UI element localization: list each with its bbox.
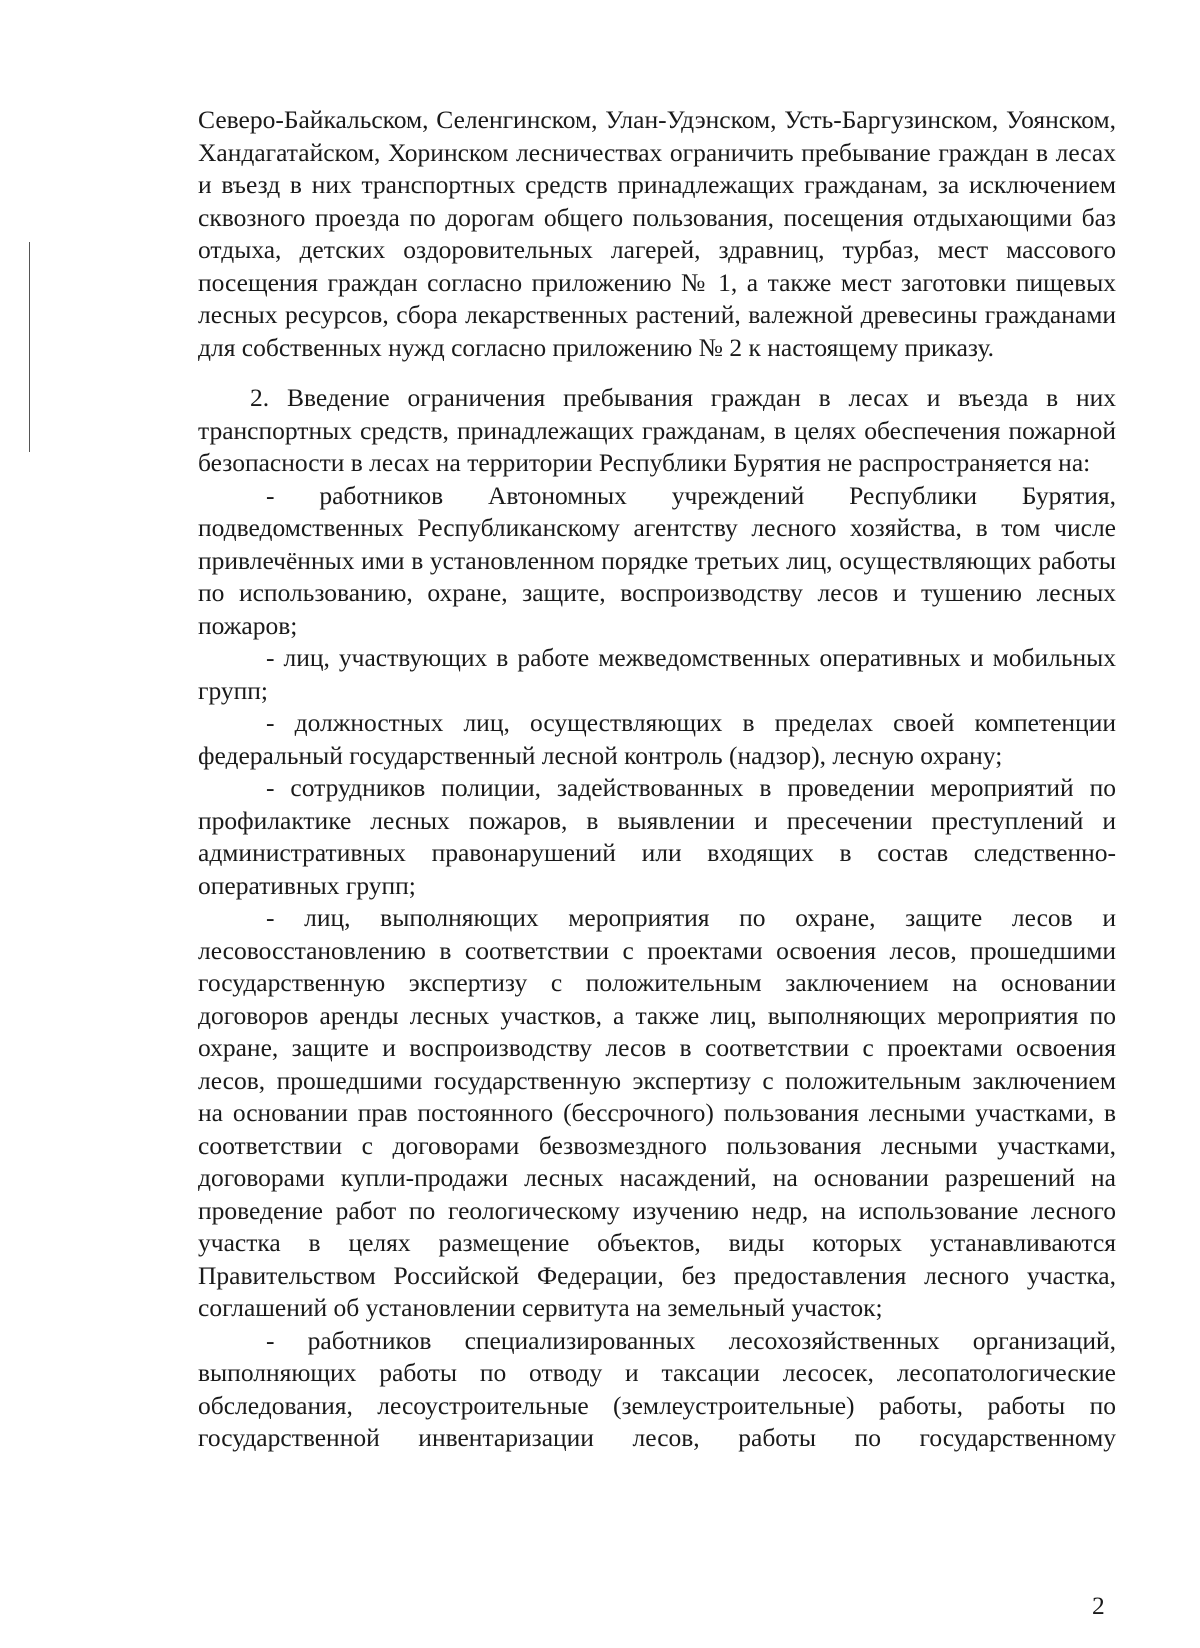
list-item-specialized-organizations: - работников специализированных лесохозяйственных организаций, выполняющих работы по отводу и таксации лесосек, лесопатологические обследования, лесоустроительные (землеустроительные) работы, работы по государственной инвентаризации лесов, работы по государственному bbox=[198, 1325, 1116, 1452]
list-item-officials: - должностных лиц, осуществляющих в пределах своей компетенции федеральный государственный лесной контроль (надзор), лесную охрану; bbox=[198, 708, 1116, 770]
paragraph-intro: Северо-Байкальском, Селенгинском, Улан-Удэнском, Усть-Баргузинском, Уоянском, Хандагатайском, Хоринском лесничествах ограничить пребывание граждан в лесах и въезд в них транспортных средств принадлежащих гражданам, за исключением сквозного проезда по дорогам общего пользования, посещения отдыхающими баз отдыха, детских оздоровительных лагерей, здравниц, турбаз, мест массового посещения граждан согласно приложению № 1, а также мест заготовки пищевых лесных ресурсов, сбора лекарственных растений, валежной древесины гражданами для собственных нужд согласно приложению № 2 к настоящему приказу. bbox=[198, 105, 1116, 362]
list-item-forest-protection: - лиц, выполняющих мероприятия по охране, защите лесов и лесовосстановлению в соответствии с проектами освоения лесов, прошедшими государственную экспертизу с положительным заключением на основании договоров аренды лесных участков, а также лиц, выполняющих мероприятия по охране, защите и воспроизводству лесов в соответствии с проектами освоения лесов, прошедшими государственную экспертизу с положительным заключением на основании прав постоянного (бессрочного) пользования лесными участками, в соответствии с договорами безвозмездного пользования лесными участками, договорами купли-продажи лесных насаждений, на основании разрешений на проведение работ по геологическому изучению недр, на использование лесного участка в целях размещение объектов, виды которых устанавливаются Правительством Российской Федерации, без предоставления лесного участка, соглашений об установлении сервитута на земельный участок; bbox=[198, 903, 1116, 1322]
paragraph-gap bbox=[198, 364, 1116, 382]
list-item-police: - сотрудников полиции, задействованных в проведении мероприятий по профилактике лесных пожаров, в выявлении и пресечении преступлений и административных правонарушений или входящих в состав следственно-оперативных групп; bbox=[198, 773, 1116, 900]
document-body bbox=[198, 104, 1116, 1455]
scan-margin-line bbox=[29, 242, 30, 452]
list-item-forestry-workers: - работников Автономных учреждений Республики Бурятия, подведомственных Республиканскому агентству лесного хозяйства, в том числе привлечённых ими в установленном порядке третьих лиц, осуществляющих работы по использованию, охране, защите, воспроизводству лесов и тушению лесных пожаров; bbox=[198, 480, 1116, 640]
list-item-interagency-groups: - лиц, участвующих в работе межведомственных оперативных и мобильных групп; bbox=[198, 643, 1116, 705]
paragraph-section-2: 2. Введение ограничения пребывания граждан в лесах и въезда в них транспортных средств, принадлежащих гражданам, в целях обеспечения пожарной безопасности в лесах на территории Республики Бурятия не распространяется на: bbox=[198, 383, 1116, 477]
page-number: 2 bbox=[1092, 1591, 1105, 1620]
